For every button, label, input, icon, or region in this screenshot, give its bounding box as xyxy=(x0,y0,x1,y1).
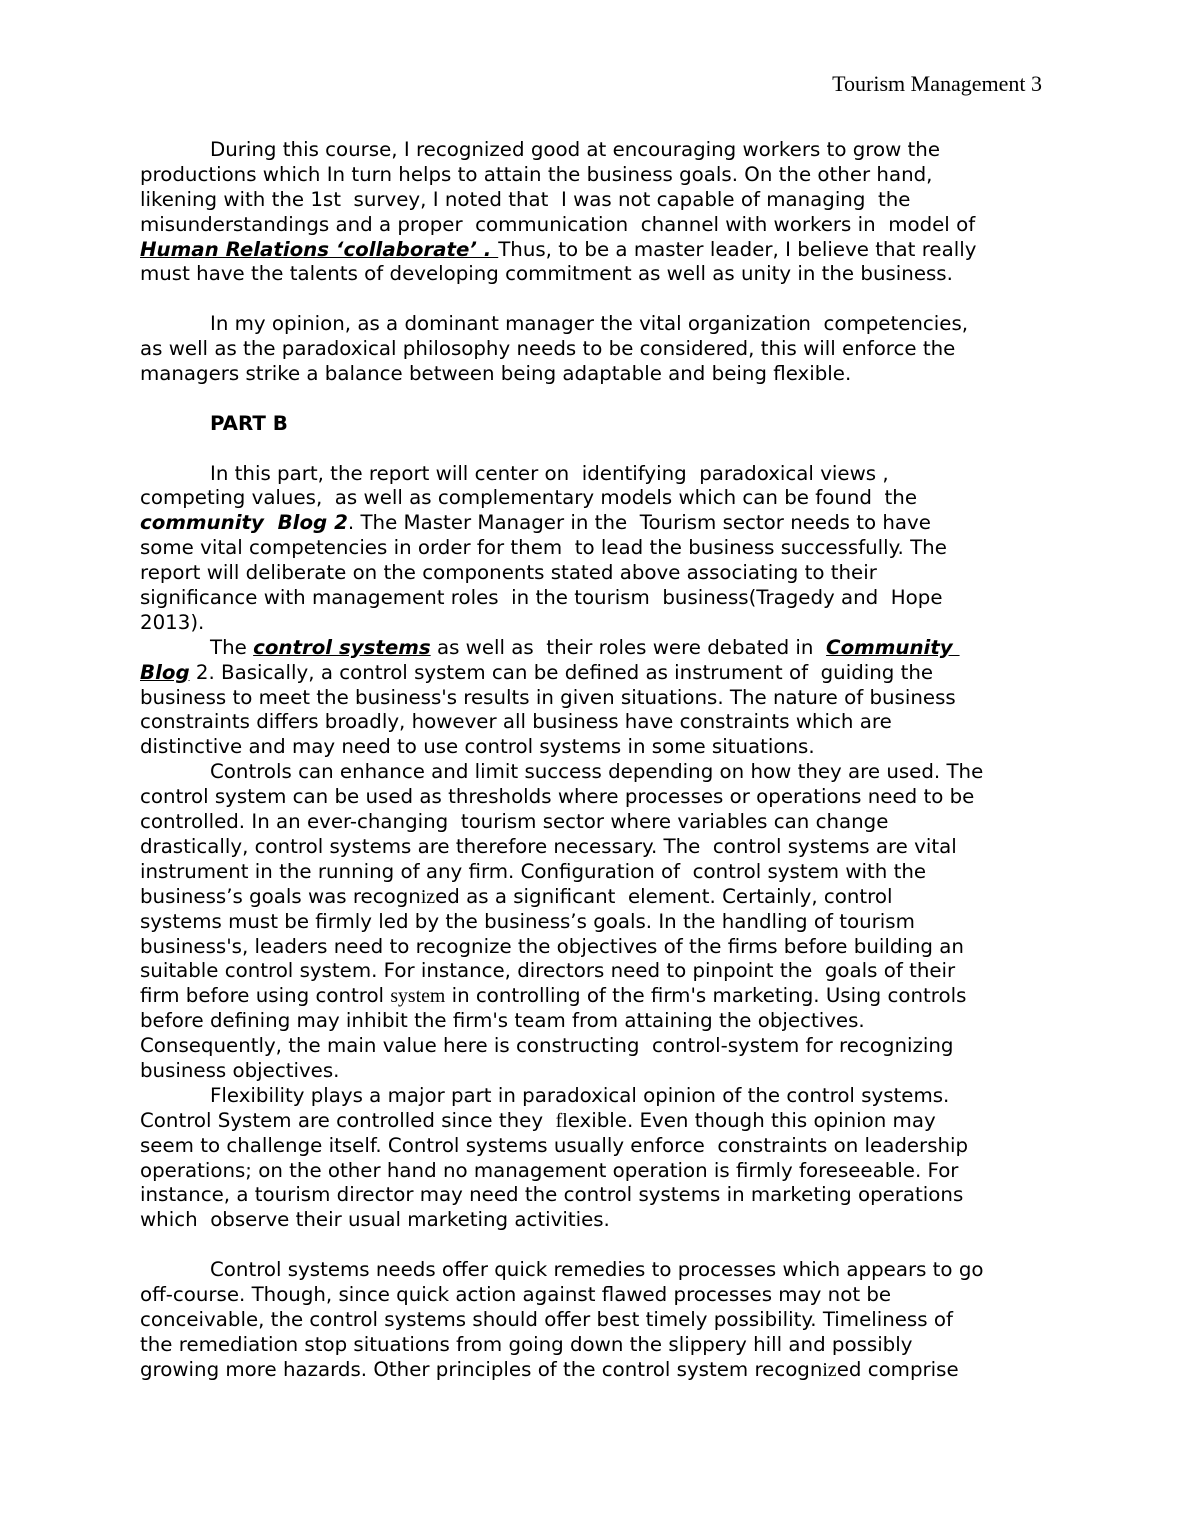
community-blog-emphasis: community Blog 2 xyxy=(140,511,348,535)
paragraph-spacer xyxy=(140,287,1050,312)
text-line xyxy=(140,984,1050,1009)
text-run: firm before using control xyxy=(140,984,391,1008)
text-line: instrument in the running of any firm. Configuration of control system with the xyxy=(140,859,927,883)
text-line xyxy=(140,885,1050,910)
text-run: ed comprise xyxy=(836,1357,959,1381)
text-line: likening with the 1st survey, I noted that I was not capable of managing the xyxy=(140,187,911,211)
text-run: ed as a significant element. Certainly, control xyxy=(435,884,893,908)
text-line: competing values, as well as complementary models which can be found the xyxy=(140,486,917,510)
text-line xyxy=(140,238,1050,263)
text-run: as well as their roles were debated in xyxy=(430,635,827,659)
text-line: which observe their usual marketing activities. xyxy=(140,1208,610,1232)
text-line: business objectives. xyxy=(140,1058,340,1082)
paragraph-7 xyxy=(140,1258,1050,1382)
text-line xyxy=(140,1109,1050,1134)
paragraph-spacer xyxy=(140,437,1050,462)
text-line: operations; on the other hand no management operation is firmly foreseeable. For xyxy=(140,1158,959,1182)
text-line: Control systems needs offer quick remedies to processes which appears to go xyxy=(210,1258,984,1282)
text-line: as well as the paradoxical philosophy needs to be considered, this will enforce the xyxy=(140,337,956,361)
paragraph-5 xyxy=(140,760,1050,1084)
text-line: During this course, I recognized good at encouraging workers to grow the xyxy=(210,138,940,161)
blog-emphasis: Blog xyxy=(140,660,190,684)
text-run: in controlling of the firm's marketing. Using controls xyxy=(445,984,967,1008)
text-line: distinctive and may need to use control systems in some situations. xyxy=(140,735,815,759)
text-line: productions which In turn helps to attain the business goals. On the other hand, xyxy=(140,162,933,186)
text-run: system xyxy=(390,985,446,1008)
paragraph-4 xyxy=(140,636,1050,760)
paragraph-1 xyxy=(140,138,1050,287)
text-line: suitable control system. For instance, directors need to pinpoint the goals of their xyxy=(140,959,956,983)
text-line: Consequently, the main value here is constructing control-system for recognizing xyxy=(140,1034,954,1058)
text-line: seem to challenge itself. Control systems usually enforce constraints on leadership xyxy=(140,1133,969,1157)
text-line: 2013). xyxy=(140,610,205,634)
text-line: the remediation stop situations from going down the slippery hill and possibly xyxy=(140,1332,913,1356)
text-line: managers strike a balance between being adaptable and being flexible. xyxy=(140,362,852,386)
running-head: Tourism Management 3 xyxy=(832,71,1042,96)
section-heading: PART B xyxy=(210,411,288,435)
text-line: some vital competencies in order for them to lead the business successfully. The xyxy=(140,536,947,560)
text-line: business to meet the business's results in given situations. The nature of business xyxy=(140,685,956,709)
text-run: The xyxy=(210,635,254,659)
text-line: Controls can enhance and limit success depending on how they are used. The xyxy=(210,760,984,784)
body-text xyxy=(140,138,1050,1383)
community-emphasis: Community xyxy=(826,635,960,659)
text-line: In my opinion, as a dominant manager the vital organization competencies, xyxy=(210,312,969,336)
paragraph-3 xyxy=(140,462,1050,636)
text-line: instance, a tourism director may need the control systems in marketing operations xyxy=(140,1183,964,1207)
paragraph-6 xyxy=(140,1084,1050,1233)
text-run: . The Master Manager in the Tourism sector needs to have xyxy=(347,511,931,535)
text-run: growing more hazards. Other principles of the control system recogn xyxy=(140,1357,823,1381)
text-line: before defining may inhibit the firm's team from attaining the objectives. xyxy=(140,1009,865,1033)
text-line: systems must be firmly led by the business’s goals. In the handling of tourism xyxy=(140,909,915,933)
text-line: controlled. In an ever-changing tourism sector where variables can change xyxy=(140,810,889,834)
text-run: iz xyxy=(822,1358,837,1381)
text-line xyxy=(140,636,1050,661)
text-run: exible. Even though this opinion may xyxy=(567,1108,936,1132)
text-line: Flexibility plays a major part in paradoxical opinion of the control systems. xyxy=(210,1083,950,1107)
text-run: 2. Basically, a control system can be defined as instrument of guiding the xyxy=(189,660,934,684)
text-line: business's, leaders need to recognize the objectives of the firms before building an xyxy=(140,934,964,958)
text-line: conceivable, the control systems should offer best timely possibility. Timeliness of xyxy=(140,1307,953,1331)
text-line: significance with management roles in the tourism business(Tragedy and Hope xyxy=(140,586,943,610)
text-line: drastically, control systems are therefore necessary. The control systems are vital xyxy=(140,834,957,858)
text-line: off-course. Though, since quick action against flawed processes may not be xyxy=(140,1282,892,1306)
paragraph-spacer xyxy=(140,1233,1050,1258)
text-line xyxy=(140,511,1050,536)
text-run: iz xyxy=(420,885,436,908)
text-line: control system can be used as thresholds where processes or operations need to be xyxy=(140,785,975,809)
text-line xyxy=(140,1358,1050,1383)
text-run: Control System are controlled since they xyxy=(140,1108,556,1132)
text-run: business’s goals was recogn xyxy=(140,884,421,908)
text-line: constraints differs broadly, however all business have constraints which are xyxy=(140,710,892,734)
text-line: report will deliberate on the components stated above associating to their xyxy=(140,561,877,585)
text-line: misunderstandings and a proper communication channel with workers in model of xyxy=(140,212,976,236)
text-line xyxy=(140,661,1050,686)
paragraph-spacer xyxy=(140,387,1050,412)
text-line: must have the talents of developing commitment as well as unity in the business. xyxy=(140,262,953,286)
control-systems-emphasis: control systems xyxy=(253,635,431,659)
text-run: Thus, to be a master leader, I believe that really xyxy=(498,237,977,261)
text-line: In this part, the report will center on identifying paradoxical views , xyxy=(210,461,889,485)
human-relations-emphasis: Human Relations ‘collaborate’ . xyxy=(140,237,499,261)
paragraph-2 xyxy=(140,312,1050,387)
text-run: fl xyxy=(555,1109,568,1132)
